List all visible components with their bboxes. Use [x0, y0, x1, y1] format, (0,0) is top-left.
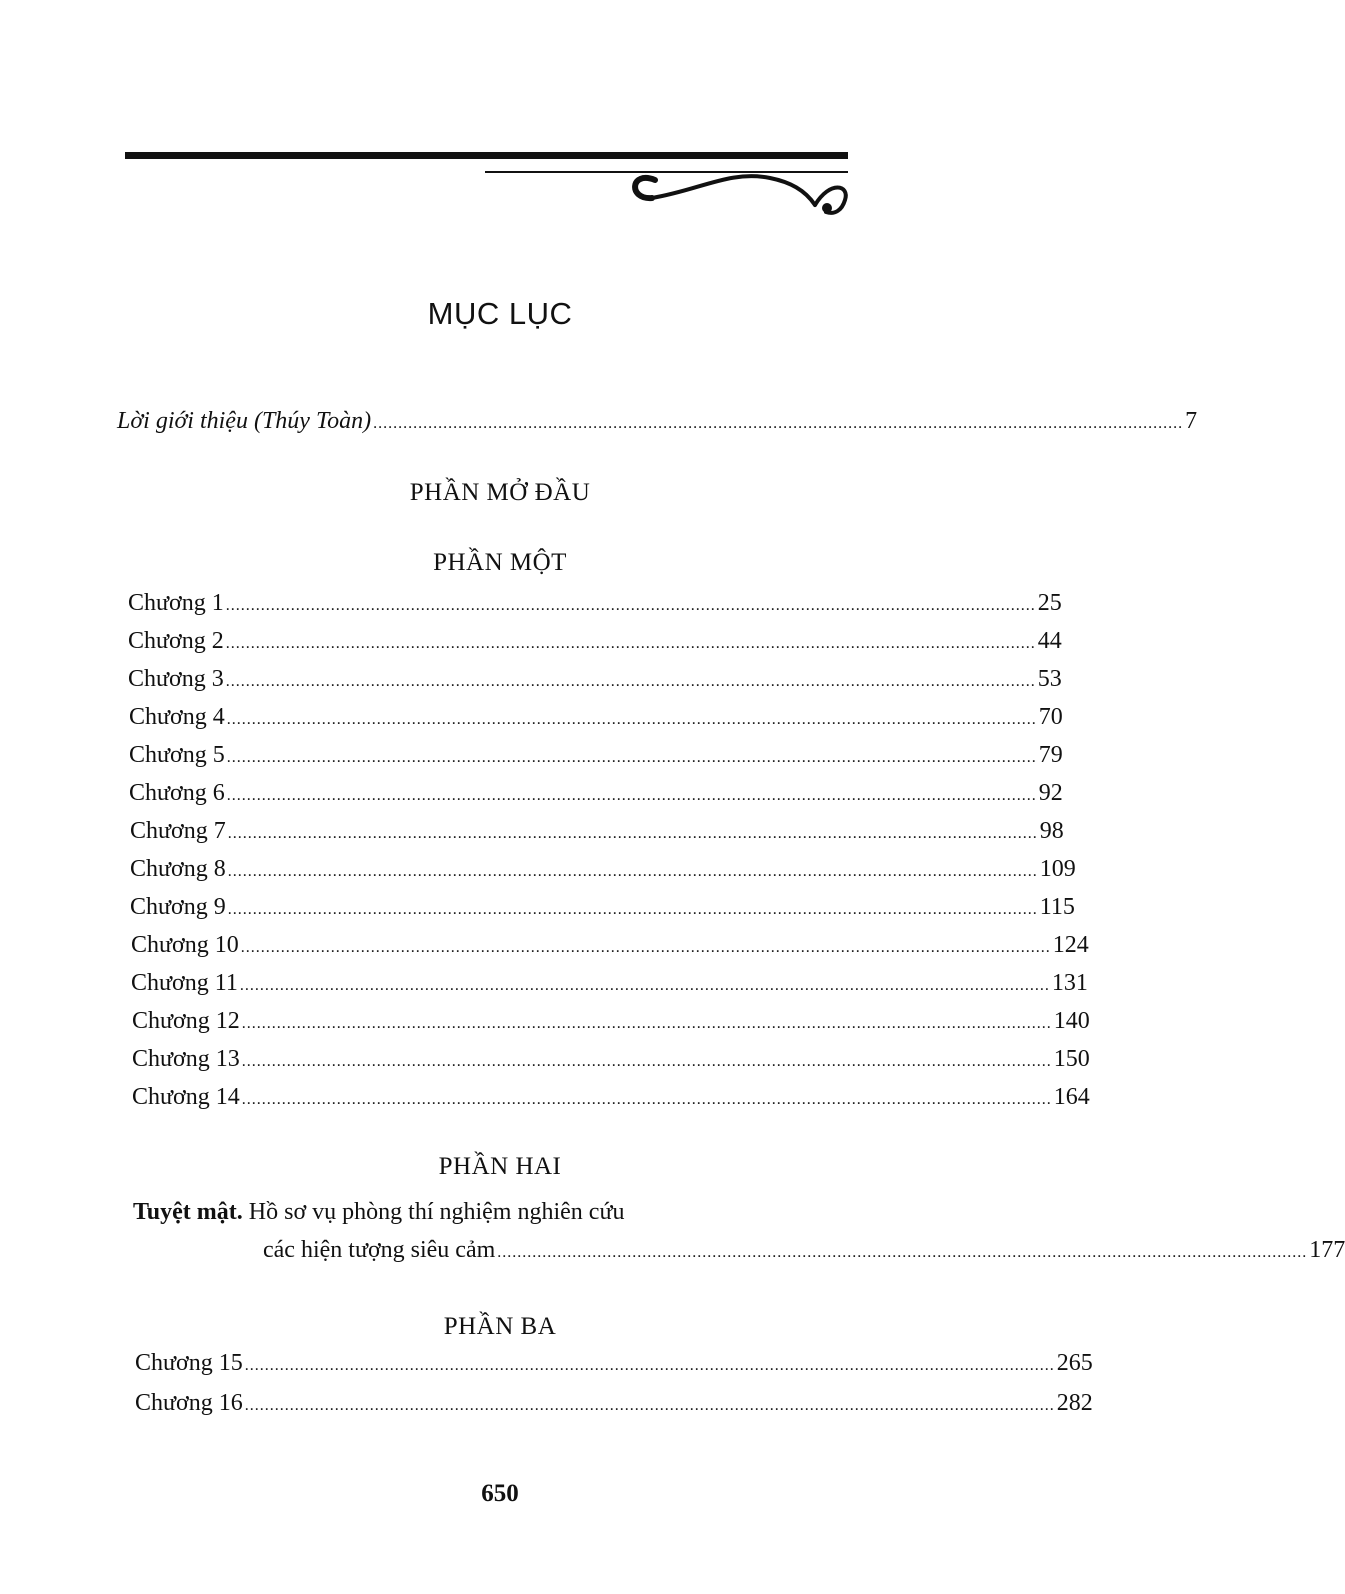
toc-entry-label: Chương 5: [129, 742, 225, 768]
toc-entry-label: Chương 12: [132, 1008, 240, 1034]
part-heading-one: PHẦN MỘT: [433, 549, 567, 576]
toc-entry-label: Chương 1: [128, 590, 224, 616]
part-heading-three: PHẦN BA: [443, 1313, 557, 1340]
header-ornament: [0, 0, 1000, 230]
toc-entry-chapter[interactable]: [130, 894, 1075, 928]
toc-entry-label: Chương 16: [135, 1390, 243, 1416]
toc-entry-page: 25: [1037, 590, 1062, 616]
entry-title-text: Hồ sơ vụ phòng thí nghiệm nghiên cứu: [248, 1199, 625, 1225]
dot-leader: ..................................................................................................................................................................: [241, 1015, 1052, 1032]
page-number: 650: [481, 1480, 519, 1507]
toc-entry-page: 70: [1038, 704, 1063, 730]
dot-leader: ..................................................................................................................................................................: [226, 787, 1037, 804]
toc-entry-label: Chương 9: [130, 894, 226, 920]
toc-entry-label: Chương 11: [131, 970, 238, 996]
dot-leader: ..................................................................................................................................................................: [227, 901, 1038, 918]
dot-leader: ..................................................................................................................................................................: [373, 415, 1184, 432]
toc-entry-chapter[interactable]: [131, 932, 1089, 966]
toc-entry-label: Chương 4: [129, 704, 225, 730]
toc-entry-page: 131: [1051, 970, 1088, 996]
toc-entry-page: 53: [1037, 666, 1062, 692]
toc-entry-chapter[interactable]: [135, 1390, 1093, 1424]
dot-leader: ..................................................................................................................................................................: [227, 863, 1038, 880]
toc-entry-page: 7: [1185, 408, 1198, 434]
toc-entry-page: 164: [1053, 1084, 1090, 1110]
toc-entry-chapter[interactable]: [132, 1084, 1090, 1118]
toc-entry-label: Chương 15: [135, 1350, 243, 1376]
toc-entry-page: 140: [1053, 1008, 1090, 1034]
toc-entry-label: Chương 13: [132, 1046, 240, 1072]
toc-entry-label: Chương 7: [130, 818, 226, 844]
toc-entry-chapter[interactable]: [128, 628, 1062, 662]
toc-entry-label: Chương 3: [128, 666, 224, 692]
toc-entry-page: 265: [1056, 1350, 1093, 1376]
toc-entry-page: 282: [1056, 1390, 1093, 1416]
dot-leader: ..................................................................................................................................................................: [244, 1357, 1055, 1374]
dot-leader: ..................................................................................................................................................................: [226, 711, 1037, 728]
toc-entry-page: 79: [1038, 742, 1063, 768]
page-title: MỤC LỤC: [427, 296, 573, 331]
entry-bold-label: Tuyệt mật.: [133, 1199, 243, 1225]
toc-entry-secret-file-line2[interactable]: [263, 1237, 1345, 1271]
toc-entry-page: 177: [1309, 1237, 1345, 1263]
toc-entry-page: 44: [1037, 628, 1062, 654]
dot-leader: ..................................................................................................................................................................: [227, 825, 1038, 842]
toc-entry-chapter[interactable]: [130, 856, 1076, 890]
dot-leader: ..................................................................................................................................................................: [225, 673, 1036, 690]
dot-leader: ..................................................................................................................................................................: [497, 1244, 1308, 1261]
dot-leader: ..................................................................................................................................................................: [244, 1397, 1055, 1414]
toc-entry-label: Chương 14: [132, 1084, 240, 1110]
dot-leader: ..................................................................................................................................................................: [225, 597, 1036, 614]
toc-entry-label: Chương 6: [129, 780, 225, 806]
toc-entry-page: 124: [1052, 932, 1089, 958]
part-heading-opening: PHẦN MỞ ĐẦU: [409, 479, 591, 506]
dot-leader: ..................................................................................................................................................................: [241, 1053, 1052, 1070]
toc-entry-secret-file-line1[interactable]: [133, 1199, 624, 1226]
toc-entry-page: 150: [1053, 1046, 1090, 1072]
toc-entry-chapter[interactable]: [128, 666, 1062, 700]
toc-entry-label: Lời giới thiệu (Thúy Toàn): [117, 408, 372, 434]
toc-entry-chapter[interactable]: [130, 818, 1064, 852]
toc-entry-page: 109: [1039, 856, 1076, 882]
part-heading-two: PHẦN HAI: [438, 1153, 562, 1180]
dot-leader: ..................................................................................................................................................................: [241, 1091, 1052, 1108]
toc-entry-label: các hiện tượng siêu cảm: [263, 1237, 496, 1263]
toc-entry-chapter[interactable]: [132, 1008, 1090, 1042]
toc-entry-chapter[interactable]: [131, 970, 1088, 1004]
toc-entry-chapter[interactable]: [129, 704, 1063, 738]
toc-entry-chapter[interactable]: [135, 1350, 1093, 1384]
toc-entry-label: Chương 10: [131, 932, 239, 958]
toc-entry-intro[interactable]: [117, 408, 1198, 442]
toc-entry-page: 115: [1039, 894, 1075, 920]
dot-leader: ..................................................................................................................................................................: [226, 749, 1037, 766]
toc-entry-page: 98: [1039, 818, 1064, 844]
dot-leader: ..................................................................................................................................................................: [225, 635, 1036, 652]
dot-leader: ..................................................................................................................................................................: [239, 977, 1050, 994]
toc-entry-chapter[interactable]: [129, 780, 1063, 814]
toc-entry-chapter[interactable]: [132, 1046, 1090, 1080]
toc-entry-chapter[interactable]: [128, 590, 1062, 624]
toc-entry-page: 92: [1038, 780, 1063, 806]
toc-entry-label: Chương 2: [128, 628, 224, 654]
toc-entry-label: Chương 8: [130, 856, 226, 882]
toc-entry-chapter[interactable]: [129, 742, 1063, 776]
dot-leader: ..................................................................................................................................................................: [240, 939, 1051, 956]
